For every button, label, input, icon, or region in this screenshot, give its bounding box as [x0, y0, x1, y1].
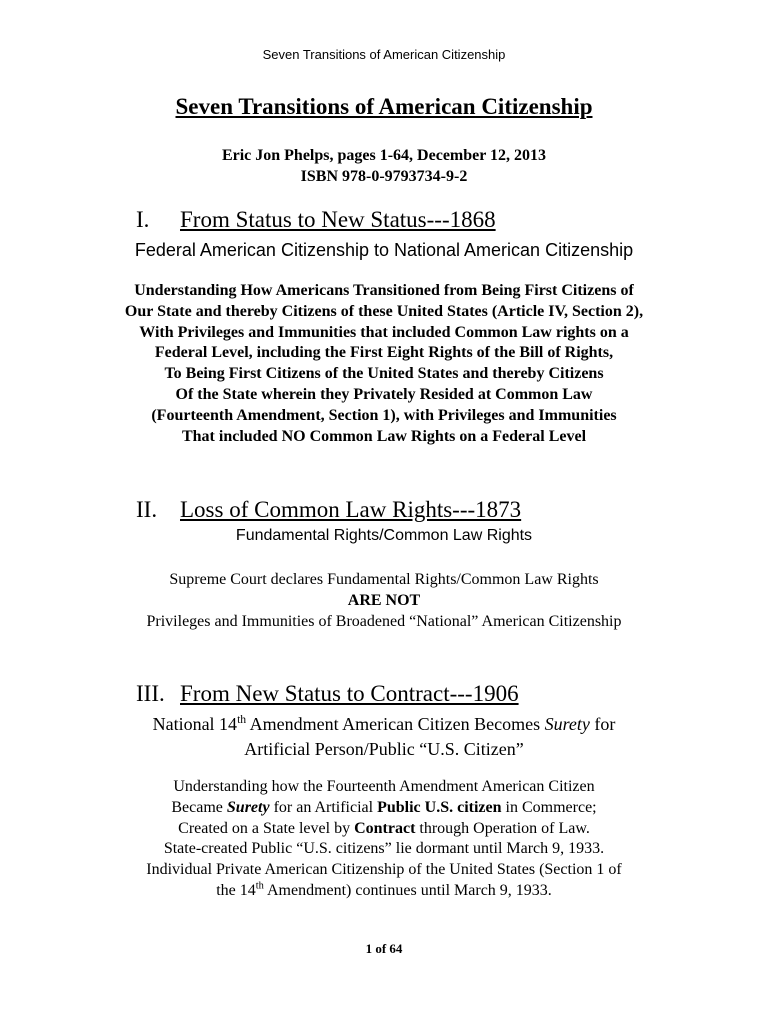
section-3-subheading-line-1: National 14th Amendment American Citizen Becomes Surety for	[152, 713, 616, 734]
section-1-line: Our State and thereby Citizens of these United States (Article IV, Section 2),	[124, 302, 644, 320]
byline-author-line: Eric Jon Phelps, pages 1-64, December 12, 2013	[221, 147, 547, 164]
byline	[0, 145, 768, 187]
section-1-heading	[136, 207, 496, 233]
section-1-subheading: Federal American Citizenship to National American Citizenship	[134, 240, 634, 260]
section-1-line: To Being First Citizens of the United States and thereby Citizens	[164, 365, 604, 383]
section-3-subheading	[0, 712, 768, 762]
section-3-line: the 14th Amendment) continues until March 9, 1933.	[216, 880, 552, 899]
section-2-numeral: II.	[136, 497, 158, 522]
section-1-line: With Privileges and Immunities that included Common Law rights on a	[139, 323, 629, 341]
section-2-paragraph	[0, 570, 768, 632]
section-3-paragraph	[0, 777, 768, 902]
section-3-line: Became Surety for an Artificial Public U.S. citizen in Commerce;	[171, 798, 597, 816]
byline-isbn-line: ISBN 978-0-9793734-9-2	[300, 168, 468, 185]
section-1-line: Of the State wherein they Privately Resided at Common Law	[175, 385, 593, 403]
section-2-heading	[136, 497, 521, 523]
section-2-line: Supreme Court declares Fundamental Rights/Common Law Rights	[169, 571, 599, 588]
section-1-line: Understanding How Americans Transitioned from Being First Citizens of	[134, 282, 634, 299]
section-1-heading-text: From Status to New Status---1868	[180, 207, 496, 232]
section-3-heading-text: From New Status to Contract---1906	[180, 681, 519, 706]
section-2-line: Privileges and Immunities of Broadened “National” American Citizenship	[146, 612, 622, 630]
section-3-heading	[136, 681, 519, 707]
section-3-numeral: III.	[136, 681, 165, 706]
document-title: Seven Transitions of American Citizenship	[175, 94, 593, 119]
section-3-line: Individual Private American Citizenship of the United States (Section 1 of	[146, 861, 622, 879]
section-3-line: Created on a State level by Contract through Operation of Law.	[178, 819, 590, 837]
section-2-subheading: Fundamental Rights/Common Law Rights	[235, 527, 533, 544]
surety-bold-italic: Surety	[226, 798, 270, 816]
section-3-line: Understanding how the Fourteenth Amendment American Citizen	[173, 778, 595, 795]
section-1-line: Federal Level, including the First Eight Rights of the Bill of Rights,	[154, 344, 614, 362]
section-1-line: (Fourteenth Amendment, Section 1), with Privileges and Immunities	[151, 406, 617, 424]
running-header: Seven Transitions of American Citizenship	[262, 47, 506, 62]
emphasis-no: NO	[281, 427, 306, 445]
public-us-citizen-bold: Public U.S. citizen	[377, 798, 502, 816]
section-2-emphasis-line: ARE NOT	[347, 591, 421, 609]
section-1-paragraph	[0, 281, 768, 447]
section-1-last-line: That included NO Common Law Rights on a Federal Level	[181, 427, 587, 445]
section-3-subheading-line-2: Artificial Person/Public “U.S. Citizen”	[244, 739, 524, 759]
section-3-line: State-created Public “U.S. citizens” lie dormant until March 9, 1933.	[163, 840, 605, 858]
contract-bold: Contract	[354, 819, 416, 837]
surety-italic: Surety	[544, 714, 590, 734]
section-2-heading-text: Loss of Common Law Rights---1873	[180, 497, 522, 522]
page-number: 1 of 64	[365, 941, 403, 956]
section-1-numeral: I.	[136, 207, 150, 232]
